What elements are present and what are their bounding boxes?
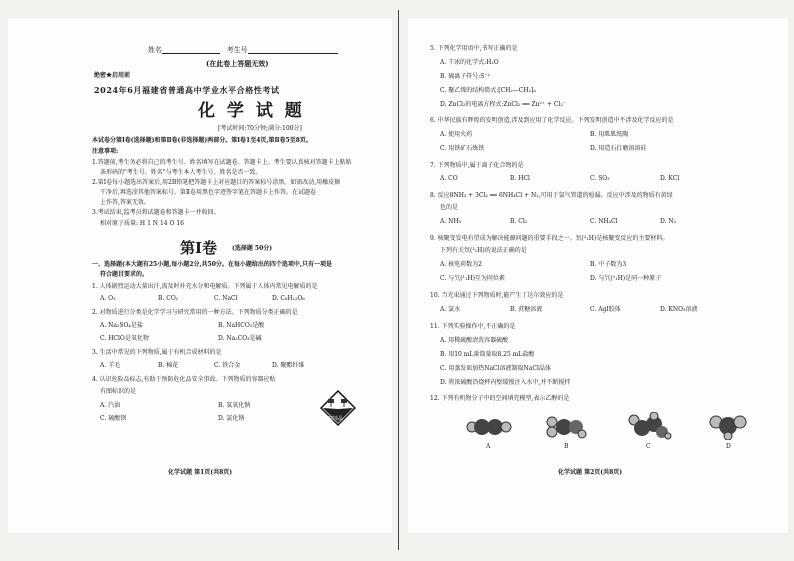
question-stem: 12. 下列有机物分子中的空间填充模型,表示乙醇的是 <box>430 395 570 402</box>
note-line: 2.第Ⅰ卷每小题选出答案后,用2B铅笔把答题卡上对应题目的答案标号涂黑。如需改动,用橡皮擦 <box>92 179 341 186</box>
question-stem: 8. 反应8NH₃ + 3Cl₂ ══ 6NH₄Cl + N₂,可用于氯气管道的检漏。反应中涉及的物质有黄绿 <box>430 192 673 199</box>
page-footer: 化学试题 第1页(共8页) <box>168 469 233 476</box>
section-instruction: 一、选择题(本大题有25小题,每小题2分,共50分。在每小题给出的四个选项中,只有一项是 <box>92 261 332 268</box>
option: D. 用造石打磨溶溶硅 <box>590 145 647 152</box>
option: C. NH₄Cl <box>590 218 618 225</box>
intro-text: 本试卷分第Ⅰ卷(选择题)和第Ⅱ卷(非选择题)两部分。第Ⅰ卷1至4页,第Ⅱ卷5至8页。 <box>92 137 312 144</box>
option: A. 干冰的化学式:H₂O <box>440 59 499 66</box>
question-stem-cont: 色的是 <box>440 204 459 211</box>
option: D. C₆H₁₂O₆ <box>272 295 305 302</box>
name-label: 姓名 <box>148 46 162 54</box>
subject-title: 化 学 试 题 <box>198 101 305 121</box>
note-line: 干净后,再选涂其他答案标号。第Ⅱ卷用黑色字迹签字笔在答题卡上作答。在试题卷 <box>100 189 316 196</box>
molecule-model-b <box>544 414 588 444</box>
option: B. 用肌肌纸陶 <box>590 131 629 138</box>
option: C. 用铁矿石炼铁 <box>440 145 485 152</box>
option: C. NaCl <box>214 295 238 302</box>
option: A. 汽油 <box>100 402 121 409</box>
exam-title: 2024年6月福建省普通高中学业水平合格性考试 <box>94 85 280 95</box>
option: C. 聚乙烯的结构简式:[CH₂—CH₂]ₙ <box>440 87 536 94</box>
name-field <box>148 46 338 54</box>
page-footer: 化学试题 第2页(共8页) <box>558 469 623 476</box>
option: B. CO₂ <box>158 295 179 302</box>
part-title: 第Ⅰ卷 <box>180 239 218 257</box>
option: A. O₂ <box>100 295 116 302</box>
note-line: 条形码的"考生号、姓名"与考生本人考生号、姓名是否一致。 <box>100 169 262 176</box>
option: C. 铁合金 <box>214 362 241 369</box>
stamp-label: 腐蚀品 <box>328 416 344 422</box>
option: A. 使用火药 <box>440 131 473 138</box>
option: B. Cl₂ <box>510 218 528 225</box>
exam-page-1 <box>8 18 392 533</box>
option: A. 用稀硫酸清洗容器硫酸 <box>440 337 509 344</box>
invalid-note: (在此卷上答题无效) <box>206 59 269 68</box>
option: C. 与氕(¹₁H)互为同位素 <box>440 275 505 282</box>
question-stem: 5. 下列化学用语中,书写正确的是 <box>430 45 518 52</box>
question-stem-cont: 有图标识的是 <box>100 388 137 395</box>
molecule-model-d <box>706 412 750 444</box>
option: A. 羊毛 <box>100 362 121 369</box>
question-stem-cont: 下列有关氘(²₁H)的说法正确的是 <box>440 247 527 254</box>
note-line: 上作答,答案无效。 <box>100 199 150 206</box>
question-stem: 6. 中华民族有辉煌的发明创造,涉及到应用了化学反应。下列发明创造中不涉及化学反应的是 <box>430 117 674 124</box>
secret-mark: 绝密★启用前 <box>94 72 131 79</box>
molecule-model-a <box>464 416 514 442</box>
model-label: A <box>486 443 491 450</box>
option: D. KNO₃溶液 <box>660 306 698 313</box>
option: A. 氯水 <box>440 306 461 313</box>
option: B. 中子数为3 <box>590 261 627 268</box>
exam-no-label: 考生号 <box>226 46 248 54</box>
option: A. CO <box>440 175 458 182</box>
question-stem: 10. 当光束通过下列物质时,能产生丁达尔效应的是 <box>430 292 564 299</box>
option: C. HClO是氧化物 <box>100 335 149 342</box>
option: C. 硫酸钡 <box>100 415 127 422</box>
option: A. Na₂SO₄是盐 <box>100 322 143 329</box>
option: C. AgI胶体 <box>590 306 621 313</box>
question-stem: 11. 下列实验操作中,不正确的是 <box>430 323 516 330</box>
option: B. 棉花 <box>158 362 179 369</box>
section-instruction: 符合题目要求的。 <box>100 271 149 278</box>
question-stem: 1. 人体剧烈运动大量出汗,需及时补充水分和电解质。下列属于人体内常见电解质的是 <box>92 283 318 290</box>
model-label: B <box>564 443 569 450</box>
option: D. 将浓硫酸沿烧杯内壁缓慢注入水中,并不断搅拌 <box>440 379 571 386</box>
note-line: 3.考试结束,监考员将试题卷和答题卡一并收回。 <box>92 209 220 216</box>
corrosive-hazard-icon <box>320 390 356 430</box>
notes-title: 注意事项: <box>92 148 119 155</box>
option: A. 核电荷数为2 <box>440 261 482 268</box>
option: B. 氢氧化钠 <box>218 402 251 409</box>
part-subtitle: (选择题 50分) <box>232 245 273 252</box>
option: A. NH₃ <box>440 218 462 225</box>
question-stem: 7. 下列物质中,属于离子化合物的是 <box>430 162 524 169</box>
option: B. 蔗糖溶液 <box>510 306 543 313</box>
question-stem: 9. 核聚变发电有望成为解决能源问题的重要手段之一。氘(²₁H)是核聚变反应的主要材料。 <box>430 235 669 242</box>
option: D. Na₂CO₃是碱 <box>218 335 262 342</box>
page-divider <box>398 10 399 550</box>
question-stem: 4. 认识危险品标志,有助于预防危化品安全事故。下列物质的容器应贴 <box>92 376 276 383</box>
time-score: [考试时间:70分钟;满分:100分] <box>218 125 302 132</box>
question-stem: 3. 生活中常见的下列物质,属于有机合成材料的是 <box>92 349 222 356</box>
model-label: D <box>726 443 731 450</box>
model-label: C <box>646 443 651 450</box>
option: C. 用蒸发皿加热NaCl溶液制取NaCl晶体 <box>440 365 551 372</box>
option: B. 硫离子符号:S⁻² <box>440 73 490 80</box>
option: D. 与氕(¹₁H)是同一种原子 <box>590 275 662 282</box>
note-line: 1.答题前,考生务必将自己的考生号、姓名填写在试题卷、答题卡上。考生要认真核对答题卡上粘贴 <box>92 159 352 166</box>
option: B. HCl <box>510 175 530 182</box>
option: D. ZnCl₂的电离方程式:ZnCl₂ ══ Zn²⁺ + Cl₂⁻ <box>440 101 566 108</box>
option: D. 氯化钠 <box>218 415 245 422</box>
exam-page-2 <box>408 18 788 533</box>
option: B. NaHCO₃是酸 <box>218 322 265 329</box>
option: B. 用10 mL量筒量取8.25 mL盐酸 <box>440 351 535 358</box>
option: D. N₂ <box>660 218 677 225</box>
option: C. SO₃ <box>590 175 610 182</box>
question-stem: 2. 对物质进行分类是化学学习与研究常用的一种方法。下列物质分类正确的是 <box>92 309 298 316</box>
option: D. KCl <box>660 175 680 182</box>
atomic-mass-line: 相对原子质量: H 1 N 14 O 16 <box>100 220 184 227</box>
option: D. 聚酯纤维 <box>272 362 305 369</box>
molecule-model-c <box>624 412 672 444</box>
